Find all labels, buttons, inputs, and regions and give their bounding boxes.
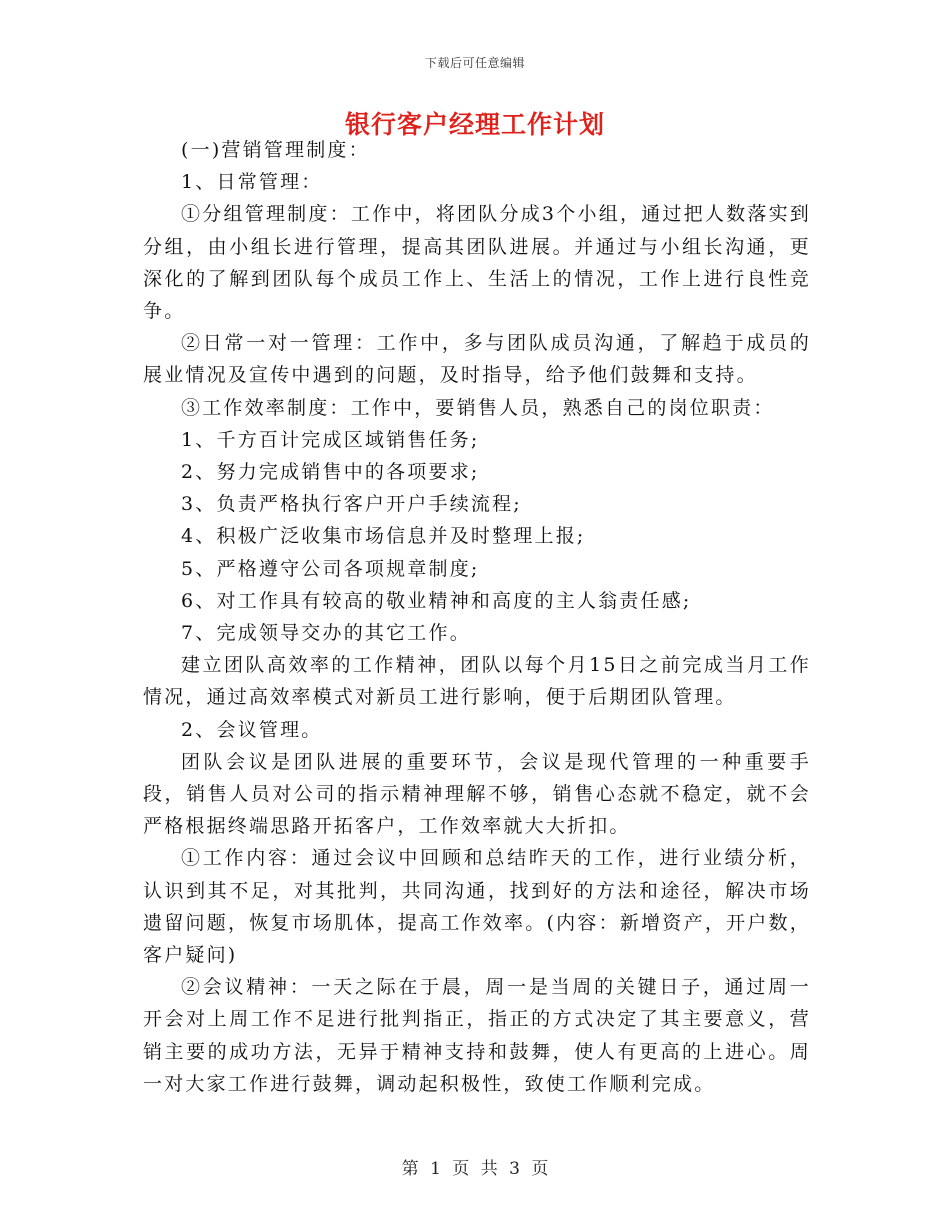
- paragraph: 团队会议是团队进展的重要环节，会议是现代管理的一种重要手段，销售人员对公司的指示精神理解不够，销售心态就不稳定，就不会严格根据终端思路开拓客户，工作效率就大大折扣。: [143, 750, 811, 838]
- paragraph: ①分组管理制度：工作中，将团队分成3个小组，通过把人数落实到分组，由小组长进行管理，提高其团队进展。并通过与小组长沟通，更深化的了解到团队每个成员工作上、生活上的情况，工作上进行良性竞争。: [143, 203, 811, 323]
- list-item: 3、负责严格执行客户开户手续流程;: [181, 493, 522, 516]
- paragraph: 建立团队高效率的工作精神，团队以每个月15日之前完成当月工作情况，通过高效率模式对新员工进行影响，便于后期团队管理。: [143, 654, 811, 709]
- list-item: 5、严格遵守公司各项规章制度;: [181, 557, 480, 580]
- paragraph: ②日常一对一管理：工作中，多与团队成员沟通，了解趋于成员的展业情况及宣传中遇到的问题，及时指导，给予他们鼓舞和支持。: [143, 332, 811, 387]
- document-title: 银行客户经理工作计划: [344, 110, 605, 139]
- list-item: 4、积极广泛收集市场信息并及时整理上报;: [181, 525, 586, 548]
- document-body: [143, 134, 811, 1100]
- list-item: 6、对工作具有较高的敬业精神和高度的主人翁责任感;: [181, 589, 692, 612]
- paragraph: 1、日常管理：: [181, 171, 323, 194]
- paragraph: ②会议精神：一天之际在于晨，周一是当周的关键日子，通过周一开会对上周工作不足进行批判指正，指正的方式决定了其主要意义，营销主要的成功方法，无异于精神支持和鼓舞，使人有更高的上进心。周一对大家工作进行鼓舞，调动起积极性，致使工作顺利完成。: [143, 976, 811, 1095]
- page-header: 下载后可任意编辑: [424, 56, 525, 70]
- paragraph: ③工作效率制度：工作中，要销售人员，熟悉自己的岗位职责：: [181, 396, 775, 419]
- paragraph: (一)营销管理制度：: [181, 139, 370, 161]
- list-item: 7、完成领导交办的其它工作。: [181, 622, 471, 645]
- paragraph: ①工作内容：通过会议中回顾和总结昨天的工作，进行业绩分析，认识到其不足，对其批判，共同沟通，找到好的方法和途径，解决市场遗留问题，恢复市场肌体，提高工作效率。(内容：新增资产，开户数，客户疑问): [143, 847, 811, 967]
- list-item: 1、千方百计完成区域销售任务;: [181, 428, 480, 451]
- page-footer: 第 1 页 共 3 页: [401, 1159, 549, 1179]
- list-item: 2、努力完成销售中的各项要求;: [181, 461, 480, 484]
- paragraph: 2、会议管理。: [181, 718, 323, 741]
